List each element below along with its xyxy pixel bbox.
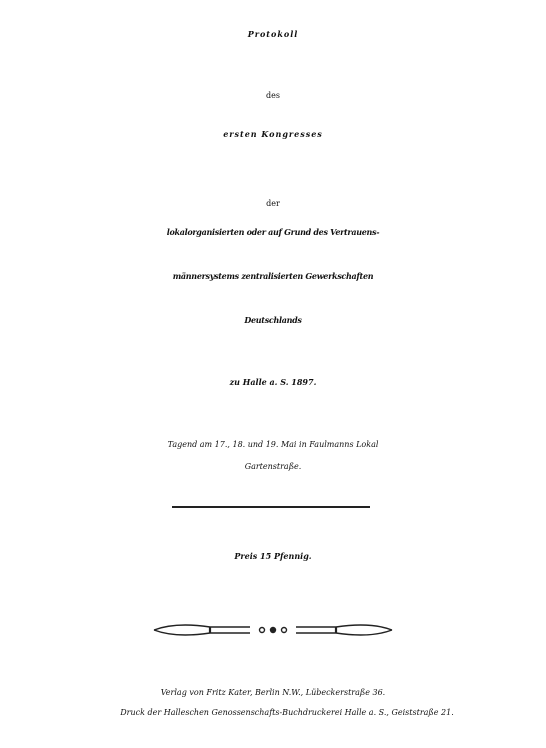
congress-heading: ersten Kongresses bbox=[223, 129, 323, 139]
subtitle-line-1: lokalorganisierten oder auf Grund des Vertrauens- bbox=[166, 227, 380, 237]
meeting-details-line-1: Tagend am 17., 18. und 19. Mai in Faulmanns Lokal bbox=[167, 440, 379, 449]
divider-rule bbox=[172, 506, 370, 508]
meeting-details-line-2: Gartenstraße. bbox=[244, 462, 302, 471]
ornamental-divider bbox=[150, 620, 396, 640]
place-and-year: zu Halle a. S. 1897. bbox=[229, 377, 317, 387]
publisher-line: Verlag von Fritz Kater, Berlin N.W., Lübeckerstraße 36. bbox=[160, 688, 386, 697]
connector-des: des bbox=[266, 91, 280, 100]
subtitle-line-3: Deutschlands bbox=[244, 315, 302, 325]
price-line: Preis 15 Pfennig. bbox=[234, 551, 312, 561]
printer-line: Druck der Halleschen Genossenschafts-Buchdruckerei Halle a. S., Geiststraße 21. bbox=[120, 708, 454, 717]
document-title: Protokoll bbox=[247, 29, 299, 39]
connector-der: der bbox=[266, 199, 280, 208]
subtitle-line-2: männersystems zentralisierten Gewerkschaften bbox=[172, 271, 374, 281]
